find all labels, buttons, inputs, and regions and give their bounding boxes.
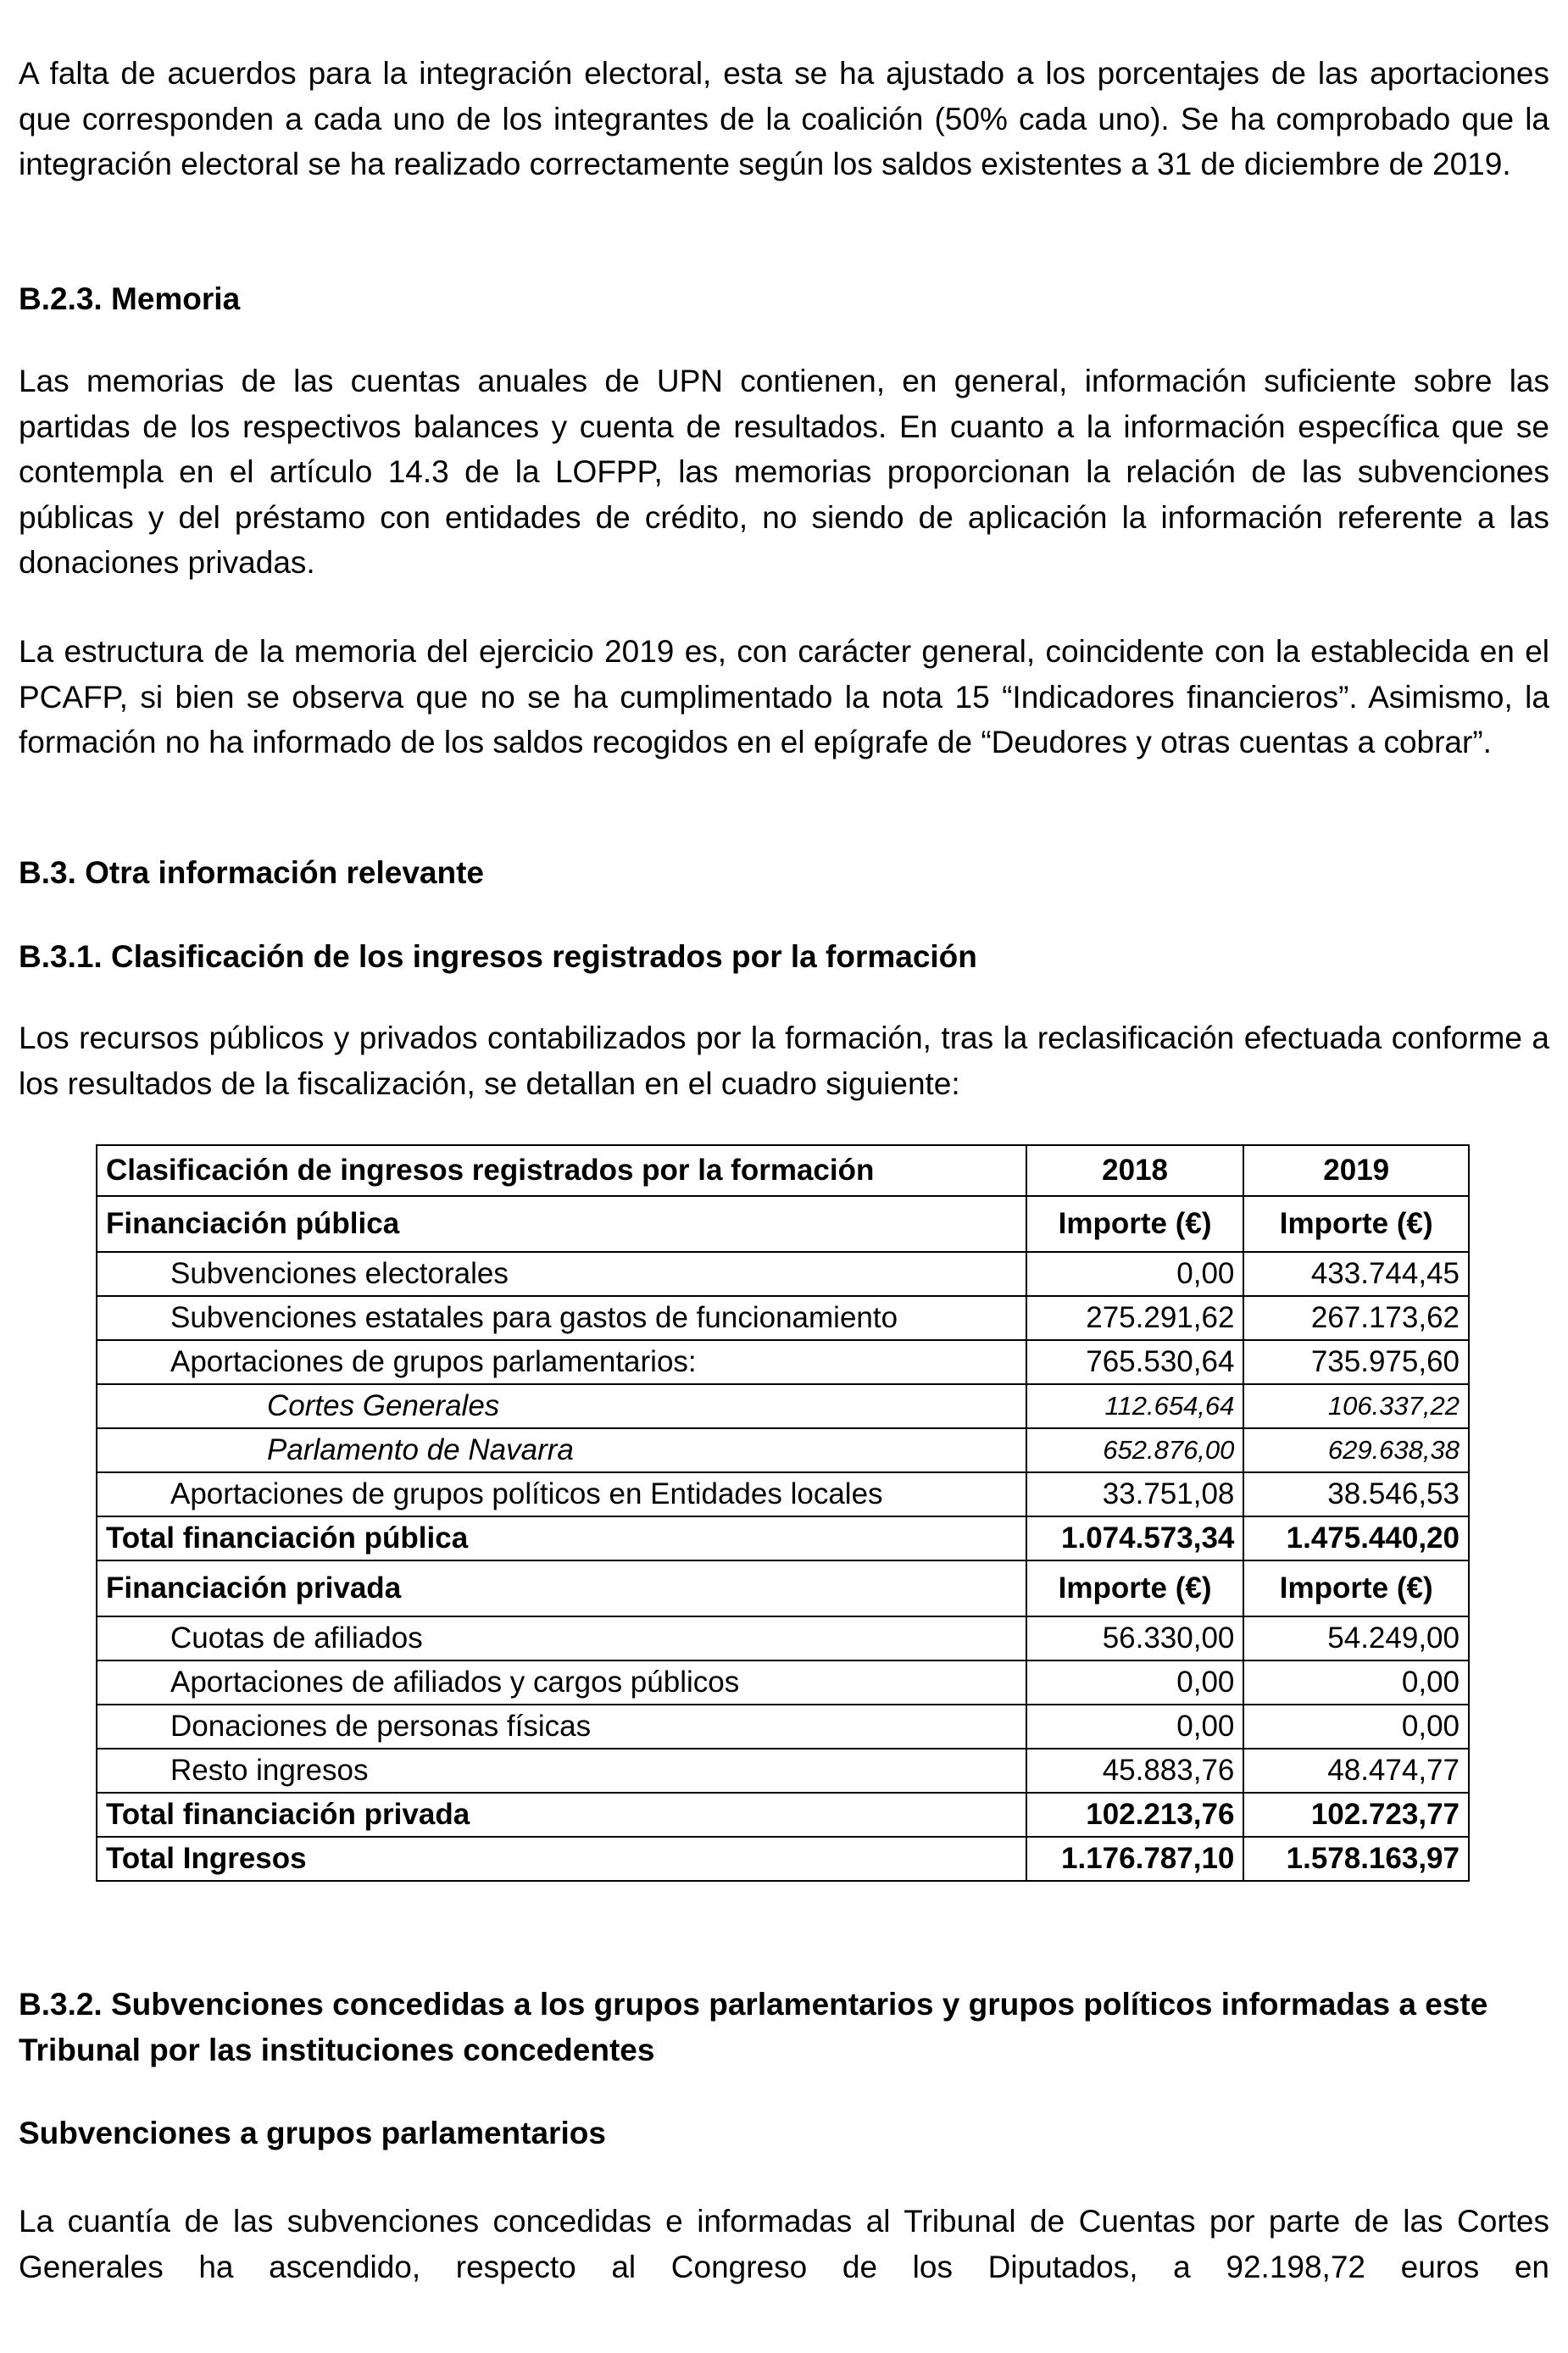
cell-2018: 0,00	[1026, 1252, 1244, 1296]
cell-2018: 102.213,76	[1026, 1793, 1244, 1837]
section-row-financiacion-publica	[97, 1196, 1469, 1252]
table-row	[97, 1472, 1469, 1516]
section-row-financiacion-privada	[97, 1560, 1469, 1616]
paragraph-integracion-electoral: A falta de acuerdos para la integración electoral, esta se ha ajustado a los porcentajes de las aportaciones que corresponden a cada uno de los integrantes de la coalición (50% cada uno). Se ha comprobado que la integración electoral se ha realizado correctamente según los saldos existentes a 31 de diciembre de 2019.	[19, 56, 1549, 181]
cell-2019: 267.173,62	[1243, 1296, 1469, 1340]
row-label: Resto ingresos	[97, 1749, 1026, 1793]
cell-2018: 1.176.787,10	[1026, 1837, 1244, 1881]
row-label: Aportaciones de grupos políticos en Entidades locales	[97, 1472, 1026, 1516]
heading-otra-informacion: B.3. Otra información relevante	[19, 855, 485, 890]
row-label: Aportaciones de afiliados y cargos públicos	[97, 1660, 1026, 1705]
row-label: Cuotas de afiliados	[97, 1616, 1026, 1660]
row-label: Subvenciones estatales para gastos de funcionamiento	[97, 1296, 1026, 1340]
table-row	[97, 1296, 1469, 1340]
table-row	[97, 1428, 1469, 1472]
table-row	[97, 1616, 1469, 1660]
cell-2018: 56.330,00	[1026, 1616, 1244, 1660]
row-label: Total financiación pública	[97, 1516, 1026, 1560]
cell-2018: 0,00	[1026, 1705, 1244, 1749]
cell-2019: 433.744,45	[1243, 1252, 1469, 1296]
cell-2018: 765.530,64	[1026, 1340, 1244, 1384]
table-row	[97, 1660, 1469, 1705]
heading-memoria: B.2.3. Memoria	[19, 281, 241, 316]
cell-2018: 1.074.573,34	[1026, 1516, 1244, 1560]
cell-2018: Importe (€)	[1026, 1560, 1244, 1616]
cell-2018: 652.876,00	[1026, 1428, 1244, 1472]
cell-2019: 0,00	[1243, 1660, 1469, 1705]
cell-2019: 735.975,60	[1243, 1340, 1469, 1384]
row-label: Donaciones de personas físicas	[97, 1705, 1026, 1749]
total-row-ingresos	[97, 1837, 1469, 1881]
cell-2019: Importe (€)	[1243, 1560, 1469, 1616]
table-row	[97, 1340, 1469, 1384]
header-year-2019: 2019	[1243, 1145, 1469, 1196]
paragraph-cuantia-subvenciones: La cuantía de las subvenciones concedidas e informadas al Tribunal de Cuentas por parte de las Cortes Generales ha ascendido, respecto al Congreso de los Diputados, a 92.198,72 euros en	[19, 2204, 1549, 2284]
cell-2019: 48.474,77	[1243, 1749, 1469, 1793]
cell-2018: Importe (€)	[1026, 1196, 1244, 1252]
heading-subvenciones-concedidas: B.3.2. Subvenciones concedidas a los grupos parlamentarios y grupos políticos informadas a este Tribunal por las instituciones concedentes	[19, 1987, 1488, 2067]
cell-2019: 38.546,53	[1243, 1472, 1469, 1516]
heading-clasificacion-ingresos: B.3.1. Clasificación de los ingresos registrados por la formación	[19, 939, 977, 974]
cell-2018: 112.654,64	[1026, 1384, 1244, 1428]
row-label: Financiación pública	[97, 1196, 1026, 1252]
total-row-financiacion-publica	[97, 1516, 1469, 1560]
cell-2019: 0,00	[1243, 1705, 1469, 1749]
cell-2018: 275.291,62	[1026, 1296, 1244, 1340]
cell-2019: 1.475.440,20	[1243, 1516, 1469, 1560]
cell-2019: 1.578.163,97	[1243, 1837, 1469, 1881]
row-label: Cortes Generales	[97, 1384, 1026, 1428]
row-label: Total Ingresos	[97, 1837, 1026, 1881]
table-row	[97, 1705, 1469, 1749]
cell-2018: 33.751,08	[1026, 1472, 1244, 1516]
cell-2018: 0,00	[1026, 1660, 1244, 1705]
row-label: Subvenciones electorales	[97, 1252, 1026, 1296]
cell-2019: 106.337,22	[1243, 1384, 1469, 1428]
paragraph-memorias-cuentas: Las memorias de las cuentas anuales de UPN contienen, en general, información suficiente sobre las partidas de los respectivos balances y cuenta de resultados. En cuanto a la información específica que se contempla en el artículo 14.3 de la LOFPP, las memorias proporcionan la relación de las subvenciones públicas y del préstamo con entidades de crédito, no siendo de aplicación la información referente a las donaciones privadas.	[19, 364, 1549, 580]
paragraph-estructura-memoria: La estructura de la memoria del ejercicio 2019 es, con carácter general, coincidente con la establecida en el PCAFP, si bien se observa que no se ha cumplimentado la nota 15 “Indicadores financieros”. Asimismo, la formación no ha informado de los saldos recogidos en el epígrafe de “Deudores y otras cuentas a cobrar”.	[19, 634, 1549, 759]
table-row	[97, 1384, 1469, 1428]
table-row	[97, 1252, 1469, 1296]
cell-2019: Importe (€)	[1243, 1196, 1469, 1252]
total-row-financiacion-privada	[97, 1793, 1469, 1837]
cell-2019: 629.638,38	[1243, 1428, 1469, 1472]
header-year-2018: 2018	[1026, 1145, 1244, 1196]
cell-2018: 45.883,76	[1026, 1749, 1244, 1793]
cell-2019: 102.723,77	[1243, 1793, 1469, 1837]
table-header-row	[97, 1145, 1469, 1196]
row-label: Parlamento de Navarra	[97, 1428, 1026, 1472]
cell-2019: 54.249,00	[1243, 1616, 1469, 1660]
row-label: Total financiación privada	[97, 1793, 1026, 1837]
header-classification: Clasificación de ingresos registrados por la formación	[97, 1145, 1026, 1196]
table-row	[97, 1749, 1469, 1793]
income-classification-table	[96, 1144, 1470, 1882]
heading-subvenciones-grupos-parlamentarios: Subvenciones a grupos parlamentarios	[19, 2116, 606, 2150]
row-label: Financiación privada	[97, 1560, 1026, 1616]
paragraph-recursos-publicos-privados: Los recursos públicos y privados contabilizados por la formación, tras la reclasificación efectuada conforme a los resultados de la fiscalización, se detallan en el cuadro siguiente:	[19, 1021, 1549, 1101]
row-label: Aportaciones de grupos parlamentarios:	[97, 1340, 1026, 1384]
